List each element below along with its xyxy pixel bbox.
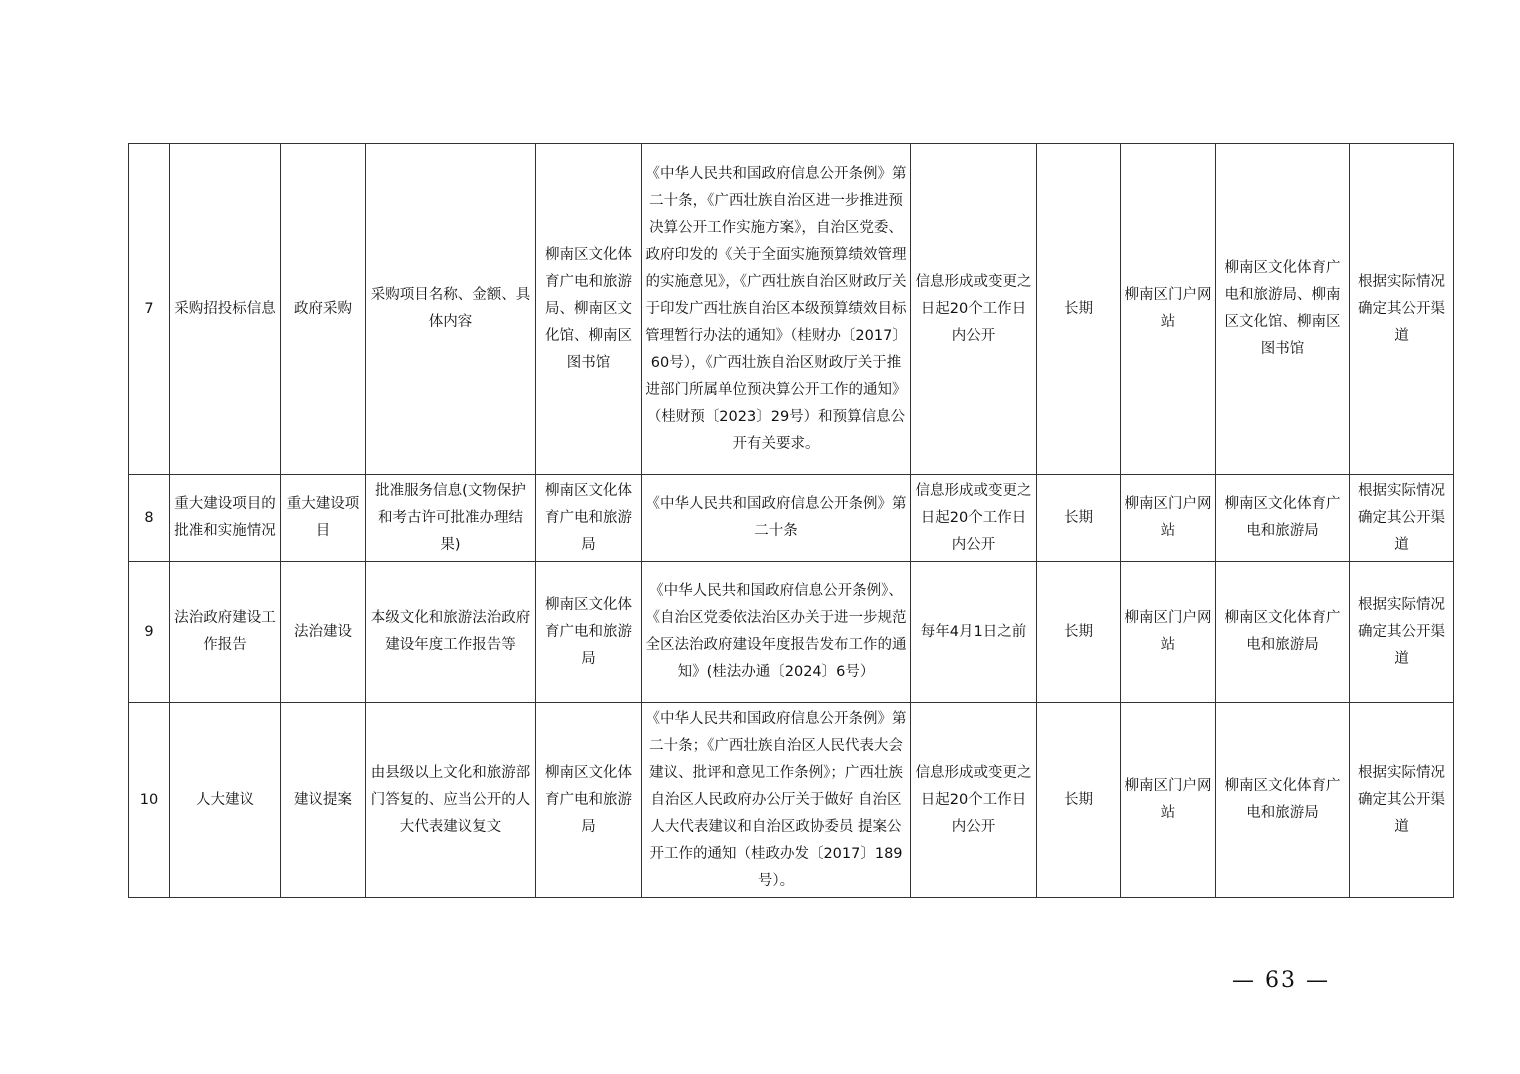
- disclosure-channel: 柳南区门户网站: [1121, 562, 1216, 703]
- item-name: 人大建议: [170, 703, 281, 898]
- item-category: 政府采购: [281, 144, 366, 475]
- disclosure-channel: 柳南区门户网站: [1121, 144, 1216, 475]
- responsible-subject: 柳南区文化体育广电和旅游局、柳南区文化馆、柳南区图书馆: [536, 144, 642, 475]
- item-content: 由县级以上文化和旅游部门答复的、应当公开的人大代表建议复文: [366, 703, 536, 898]
- time-limit: 信息形成或变更之日起20个工作日内公开: [911, 475, 1037, 562]
- page-number: — 63 —: [1232, 968, 1330, 993]
- note: 根据实际情况确定其公开渠道: [1350, 475, 1454, 562]
- time-limit: 信息形成或变更之日起20个工作日内公开: [911, 703, 1037, 898]
- row-number: 9: [129, 562, 170, 703]
- responsible-subject: 柳南区文化体育广电和旅游局: [536, 562, 642, 703]
- item-content: 批准服务信息(文物保护和考古许可批准办理结果): [366, 475, 536, 562]
- legal-basis: 《中华人民共和国政府信息公开条例》、《自治区党委依法治区办关于进一步规范全区法治政府建设年度报告发布工作的通知》(桂法办通〔2024〕6号）: [642, 562, 911, 703]
- time-limit: 信息形成或变更之日起20个工作日内公开: [911, 144, 1037, 475]
- table-row: [129, 144, 1454, 475]
- responsible-subject: 柳南区文化体育广电和旅游局: [536, 703, 642, 898]
- duration: 长期: [1037, 475, 1121, 562]
- note: 根据实际情况确定其公开渠道: [1350, 562, 1454, 703]
- row-number: 10: [129, 703, 170, 898]
- duration: 长期: [1037, 703, 1121, 898]
- row-number: 7: [129, 144, 170, 475]
- disclosure-channel: 柳南区门户网站: [1121, 475, 1216, 562]
- legal-basis: 《中华人民共和国政府信息公开条例》第二十条；《广西壮族自治区人民代表大会建议、批评和意见工作条例》；广西壮族自治区人民政府办公厅关于做好 自治区人大代表建议和自治区政协委员 提案公开工作的通知（桂政办发〔2017〕189号）。: [642, 703, 911, 898]
- item-category: 建议提案: [281, 703, 366, 898]
- responsible-department: 柳南区文化体育广电和旅游局、柳南区文化馆、柳南区图书馆: [1216, 144, 1350, 475]
- responsible-department: 柳南区文化体育广电和旅游局: [1216, 475, 1350, 562]
- duration: 长期: [1037, 144, 1121, 475]
- table-row: [129, 475, 1454, 562]
- note: 根据实际情况确定其公开渠道: [1350, 703, 1454, 898]
- item-content: 采购项目名称、金额、具体内容: [366, 144, 536, 475]
- responsible-subject: 柳南区文化体育广电和旅游局: [536, 475, 642, 562]
- item-name: 重大建设项目的批准和实施情况: [170, 475, 281, 562]
- legal-basis: 《中华人民共和国政府信息公开条例》第二十条: [642, 475, 911, 562]
- item-content: 本级文化和旅游法治政府建设年度工作报告等: [366, 562, 536, 703]
- table-row: [129, 703, 1454, 898]
- item-category: 法治建设: [281, 562, 366, 703]
- item-name: 法治政府建设工作报告: [170, 562, 281, 703]
- responsible-department: 柳南区文化体育广电和旅游局: [1216, 703, 1350, 898]
- note: 根据实际情况确定其公开渠道: [1350, 144, 1454, 475]
- duration: 长期: [1037, 562, 1121, 703]
- row-number: 8: [129, 475, 170, 562]
- responsible-department: 柳南区文化体育广电和旅游局: [1216, 562, 1350, 703]
- item-name: 采购招投标信息: [170, 144, 281, 475]
- time-limit: 每年4月1日之前: [911, 562, 1037, 703]
- table-row: [129, 562, 1454, 703]
- disclosure-channel: 柳南区门户网站: [1121, 703, 1216, 898]
- disclosure-table: [128, 143, 1454, 898]
- legal-basis: 《中华人民共和国政府信息公开条例》第二十条，《广西壮族自治区进一步推进预决算公开工作实施方案》，自治区党委、政府印发的《关于全面实施预算绩效管理的实施意见》，《广西壮族自治区财政厅关于印发广西壮族自治区本级预算绩效目标管理暂行办法的通知》（桂财办〔2017〕60号），《广西壮族自治区财政厅关于推进部门所属单位预决算公开工作的通知》（桂财预〔2023〕29号）和预算信息公开有关要求。: [642, 144, 911, 475]
- item-category: 重大建设项目: [281, 475, 366, 562]
